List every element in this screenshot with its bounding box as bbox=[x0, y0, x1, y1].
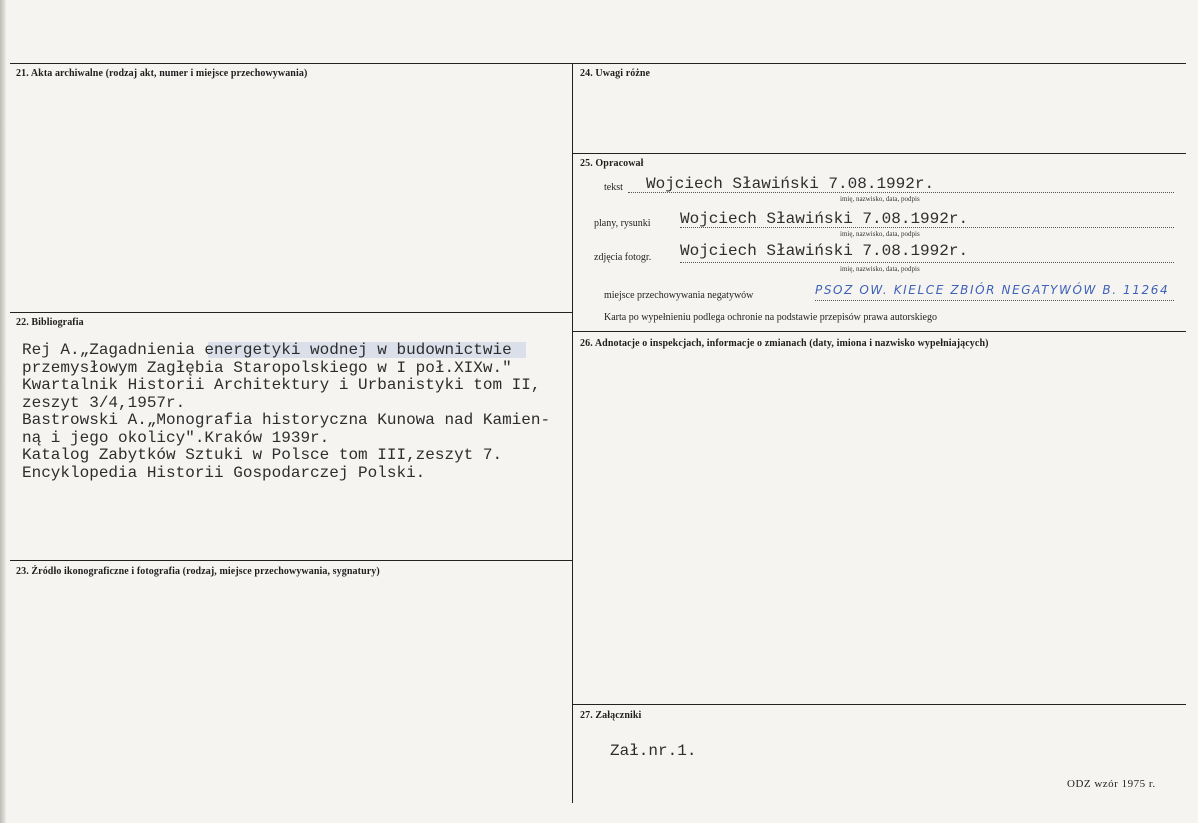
row-label-zdjecia: zdjęcia fotogr. bbox=[594, 252, 652, 263]
section-26-title: 26. Adnotacje o inspekcjach, informacje o zmianach (daty, imiona i nazwisko wypełniających) bbox=[580, 338, 989, 349]
section-22-title: 22. Bibliografia bbox=[16, 317, 84, 328]
caption: imię, nazwisko, data, podpis bbox=[840, 265, 920, 273]
section-21-title: 21. Akta archiwalne (rodzaj akt, numer i miejsce przechowywania) bbox=[16, 68, 308, 79]
dotted-line bbox=[680, 262, 1174, 263]
bibliography-line: Bastrowski A.„Monografia historyczna Kunowa nad Kamien- bbox=[22, 411, 551, 429]
copyright-note: Karta po wypełnieniu podlega ochronie na podstawie przepisów prawa autorskiego bbox=[604, 312, 937, 323]
bibliography-line: Kwartalnik Historii Architektury i Urbanistyki tom II, bbox=[22, 376, 541, 394]
section-25-title: 25. Opracował bbox=[580, 158, 644, 169]
rule-26-27 bbox=[572, 704, 1186, 705]
section-23-title: 23. Źródło ikonograficzne i fotografia (rodzaj, miejsce przechowywania, sygnatury) bbox=[16, 566, 380, 577]
bibliography-line: Rej A.„Zagadnienia energetyki wodnej w budownictwie bbox=[22, 341, 512, 359]
author-text: Wojciech Sławiński 7.08.1992r. bbox=[646, 175, 935, 193]
dotted-line bbox=[628, 192, 1174, 193]
rule-21-22 bbox=[10, 312, 572, 313]
center-divider bbox=[572, 63, 573, 803]
row-label-plany: plany, rysunki bbox=[594, 218, 651, 229]
section-27-title: 27. Załączniki bbox=[580, 710, 642, 721]
rule-25-26 bbox=[572, 331, 1186, 332]
negatives-handwritten: PSOZ OW. KIELCE ZBIÓR NEGATYWÓW B. 11264 bbox=[815, 283, 1170, 297]
scan-edge bbox=[0, 0, 6, 823]
bibliography-line: Encyklopedia Historii Gospodarczej Polski. bbox=[22, 463, 426, 482]
caption: imię, nazwisko, data, podpis bbox=[840, 195, 920, 203]
bibliography-line: Katalog Zabytków Sztuki w Polsce tom III,zeszyt 7. bbox=[22, 446, 503, 464]
author-plans: Wojciech Sławiński 7.08.1992r. bbox=[680, 210, 969, 228]
row-label-tekst: tekst bbox=[604, 182, 623, 193]
form-footer: ODZ wzór 1975 r. bbox=[1067, 778, 1156, 790]
author-photos: Wojciech Sławiński 7.08.1992r. bbox=[680, 242, 969, 260]
top-rule bbox=[10, 63, 1186, 64]
bibliography-line: zeszyt 3/4,1957r. bbox=[22, 393, 186, 412]
section-24-title: 24. Uwagi różne bbox=[580, 68, 651, 79]
dotted-line bbox=[815, 300, 1174, 301]
rule-24-25 bbox=[572, 153, 1186, 154]
rule-22-23 bbox=[10, 560, 572, 561]
attachment-value: Zał.nr.1. bbox=[610, 742, 697, 760]
bibliography-line: przemysłowym Zagłębia Staropolskiego w I poł.XIXw." bbox=[22, 358, 512, 377]
dotted-line bbox=[680, 227, 1174, 228]
bibliography-line: ną i jego okolicy".Kraków 1939r. bbox=[22, 428, 330, 447]
caption: imię, nazwisko, data, podpis bbox=[840, 230, 920, 238]
negatives-label: miejsce przechowywania negatywów bbox=[604, 290, 754, 301]
